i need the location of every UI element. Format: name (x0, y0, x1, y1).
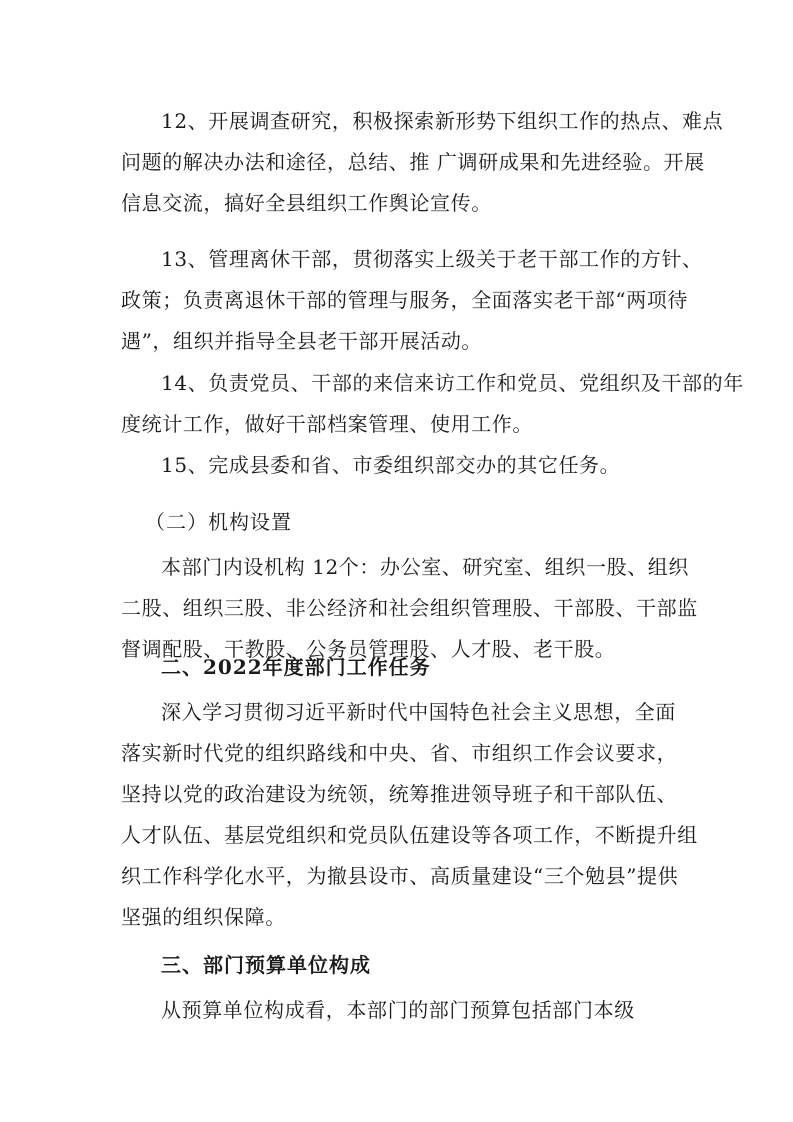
text-line: 二股、组织三股、非公经济和社会组织管理股、干部股、干部监 (121, 596, 698, 620)
text-line: 问题的解决办法和途径，总结、推 广调研成果和先进经验。开展 (121, 150, 705, 174)
text-line: 13、管理离休干部，贯彻落实上级关于老干部工作的方针、 (161, 247, 703, 271)
section-heading-structure: （二）机构设置 (145, 510, 292, 534)
text-line: 12、开展调查研究，积极探索新形势下组织工作的热点、难点 (161, 109, 724, 133)
text-line: 15、完成县委和省、市委组织部交办的其它任务。 (161, 453, 621, 477)
text-line: 从预算单位构成看，本部门的部门预算包括部门本级 (161, 998, 635, 1022)
text-line: 督调配股、干教股、公务员管理股、人才股、老干股。 (121, 637, 616, 661)
text-line: 14、负责党员、干部的来信来访工作和党员、党组织及干部的年 (161, 371, 744, 395)
text-line: 落实新时代党的组织路线和中央、省、市组织工作会议要求， (121, 741, 678, 765)
text-line: 本部门内设机构 12个：办公室、研究室、组织一股、组织 (161, 555, 690, 579)
text-line: 度统计工作，做好干部档案管理、使用工作。 (121, 412, 533, 436)
paragraph-budget (121, 990, 681, 1031)
paragraph-item-12 (121, 101, 724, 224)
section-heading-budget: 三、部门预算单位构成 (161, 953, 371, 977)
paragraph-item-14 (121, 363, 744, 445)
paragraph-item-13 (121, 239, 703, 362)
text-line: 织工作科学化水平，为撤县设市、高质量建设“三个勉县”提供 (121, 864, 679, 888)
text-line: 坚强的组织保障。 (121, 905, 286, 929)
paragraph-tasks (121, 692, 698, 938)
text-line: 遇”，组织并指导全县老干部开展活动。 (121, 329, 483, 353)
text-line: 坚持以党的政治建设为统领，统筹推进领导班子和干部队伍、 (121, 782, 678, 806)
text-line: 深入学习贯彻习近平新时代中国特色社会主义思想，全面 (161, 700, 676, 724)
paragraph-item-15 (121, 445, 681, 486)
text-line: 政策；负责离退休干部的管理与服务，全面落实老干部“两项待 (121, 288, 689, 312)
text-line: 人才队伍、基层党组织和党员队伍建设等各项工作，不断提升组 (121, 823, 698, 847)
section-heading-tasks: 二、2022年度部门工作任务 (161, 655, 431, 679)
text-line: 信息交流，搞好全县组织工作舆论宣传。 (121, 191, 492, 215)
